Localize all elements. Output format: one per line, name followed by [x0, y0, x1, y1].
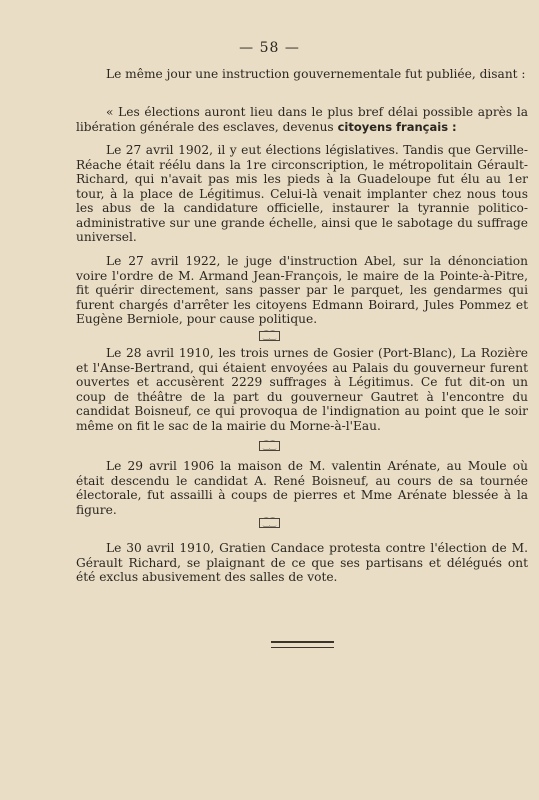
quote-text: « Les élections auront lieu dans le plus bref délai possible après la libération générale des esclaves, devenus [76, 105, 528, 134]
ornament-icon: ⁐⁐ [259, 441, 280, 451]
paragraph-6: Le 29 avril 1906 la maison de M. valentin Arénate, au Moule où était descendu le candidat A. René Boisneuf, au cours de sa tournée électorale, fut assailli à coups de pierres et Mme Arénate blessée à la figure. [76, 459, 528, 517]
paragraph-5: Le 28 avril 1910, les trois urnes de Gosier (Port-Blanc), La Rozière et l'Anse-Bertrand, qui étaient envoyées au Palais du gouverneur furent ouvertes et accusèrent 2229 suffrages à Légitimus. Ce fut dit-on un coup de théâtre de la part du gouverneur Gautret à l'encontre du candidat Boisneuf, ce qui provoqua de l'indignation au point que le soir même on fit le sac de la mairie du Morne-à-l'Eau. [76, 346, 528, 433]
separator-ornament [0, 438, 539, 451]
ornament-icon: ⁐⁐ [259, 331, 280, 341]
paragraph-4: Le 27 avril 1922, le juge d'instruction Abel, sur la dénonciation voire l'ordre de M. Armand Jean-François, le maire de la Pointe-à-Pitre, fit quérir directement, sans passer par le parquet, les gendarmes qui furent chargés d'arrêter les citoyens Edmann Boirard, Jules Pommez et Eugène Berniole, pour cause politique. [76, 254, 528, 326]
separator-ornament [0, 328, 539, 341]
ornament-icon: ⁐⁐ [259, 518, 280, 528]
separator-ornament [0, 515, 539, 528]
page-number: — 58 — [239, 40, 300, 56]
end-rule [271, 641, 334, 648]
paragraph-3: Le 27 avril 1902, il y eut élections législatives. Tandis que Gerville-Réache était réélu dans la 1re circonscription, le métropolitain Gérault-Richard, qui n'avait pas mis les pieds à la Guadeloupe fut élu au 1er tour, à la place de Légitimus. Celui-là venait implanter chez nous tous les abus de la candidature officielle, instaurer la tyrannie politico-administrative sur une grande échelle, ainsi que le sabotage du suffrage universel. [76, 143, 528, 244]
paragraph-1: Le même jour une instruction gouvernementale fut publiée, disant : [106, 67, 526, 81]
paragraph-7: Le 30 avril 1910, Gratien Candace protesta contre l'élection de M. Gérault Richard, se plaignant de ce que ses partisans et délégués ont été exclus abusivement des salles de vote. [76, 541, 528, 584]
paragraph-2-quote [76, 105, 528, 134]
quote-emphasis: citoyens français : [337, 119, 457, 134]
